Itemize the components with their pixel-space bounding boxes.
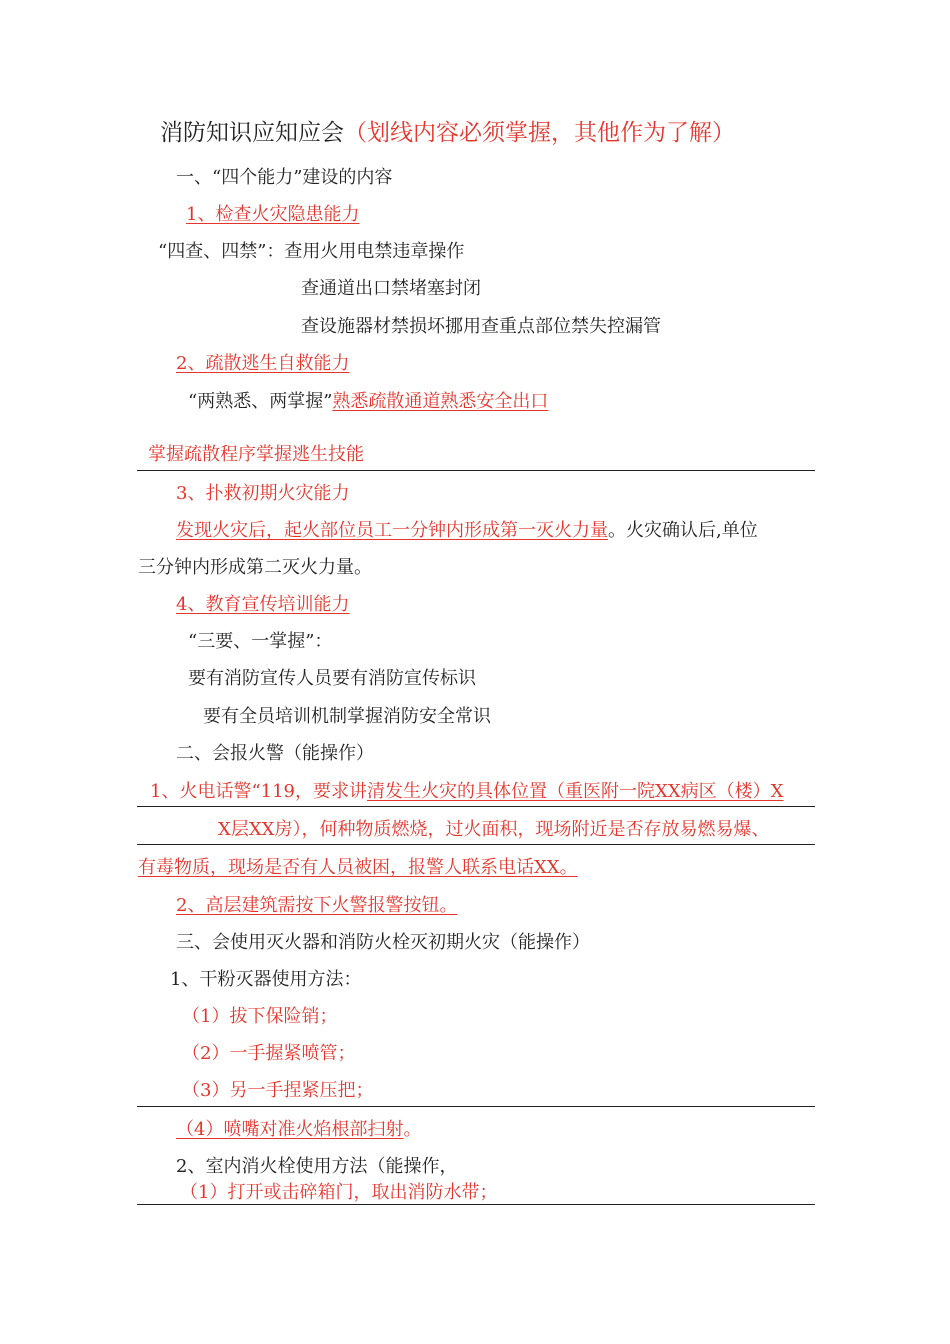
item-2-1-line-1-a: 1、火电话警“119，要求讲 — [150, 781, 368, 802]
item-1-1-lead — [158, 240, 464, 264]
item-1-2-lead-label: “两熟悉、两掌握” — [188, 391, 333, 412]
title-note: （划线内容必须掌握，其他作为了解） — [344, 120, 735, 146]
item-1-2-line-2: 掌握疏散程序掌握逃生技能 — [148, 444, 364, 465]
item-1-2-title: 2、疏散逃生自救能力 — [176, 353, 350, 374]
section-1-heading: 一、“四个能力”建设的内容 — [176, 167, 393, 188]
item-1-3-para-1-rest: 。火灾确认后,单位 — [608, 520, 758, 541]
item-3-1-step-2: （2）一手握紧喷管； — [182, 1043, 356, 1064]
item-1-3-para-2: 三分钟内形成第二灭火力量。 — [138, 557, 372, 578]
item-1-4-title: 4、教育宣传培训能力 — [176, 594, 350, 615]
item-1-4-lead: “三要、一掌握”： — [188, 631, 333, 652]
item-2-1-line-2: X层XX房），何种物质燃烧，过火面积，现场附近是否存放易燃易爆、 — [218, 819, 770, 840]
item-1-2-line-1: 熟悉疏散通道熟悉安全出口 — [332, 391, 549, 412]
item-2-2: 2、高层建筑需按下火警报警按钮。 — [176, 895, 458, 916]
item-1-3-para-1 — [176, 519, 758, 543]
item-3-1-step-3: （3）另一手捏紧压把； — [182, 1080, 374, 1101]
item-1-1-line-2: 查通道出口禁堵塞封闭 — [301, 278, 481, 299]
item-3-1-step-1: （1）拔下保险销； — [182, 1006, 338, 1027]
underline-rule — [137, 844, 815, 845]
item-3-1-title: 1、干粉灭器使用方法： — [170, 969, 362, 990]
item-1-3-para-1-red: 发现火灾后，起火部位员工一分钟内形成第一灭火力量 — [176, 520, 608, 541]
underline-rule — [137, 1106, 815, 1107]
item-1-1-line-1: 查用火用电禁违章操作 — [284, 241, 465, 262]
title-main: 消防知识应知应会 — [160, 120, 344, 146]
item-3-1-step-4-end: 。 — [403, 1119, 422, 1140]
item-3-1-step-4 — [176, 1118, 421, 1142]
item-1-1-title: 1、检查火灾隐患能力 — [186, 204, 360, 225]
item-1-4-line-2: 要有全员培训机制掌握消防安全常识 — [203, 706, 491, 727]
underline-rule — [137, 1204, 815, 1205]
page-title — [160, 118, 735, 148]
item-1-4-line-1: 要有消防宣传人员要有消防宣传标识 — [188, 668, 476, 689]
item-2-1-line-1-b: 清发生火灾的具体位置（重医附一院XX病区（楼）X — [367, 781, 784, 802]
item-1-3-title: 3、扑救初期火灾能力 — [176, 483, 350, 504]
item-2-1-line-3: 有毒物质，现场是否有人员被困，报警人联系电话XX。 — [138, 857, 578, 878]
underline-rule — [137, 470, 815, 471]
section-3-heading: 三、会使用灭火器和消防火栓灭初期火灾（能操作） — [176, 932, 590, 953]
item-1-1-lead-label: “四查、四禁”： — [158, 241, 285, 262]
section-2-heading: 二、会报火警（能操作） — [176, 743, 374, 764]
item-3-1-step-4-text: （4）喷嘴对准火焰根部扫射 — [176, 1119, 404, 1140]
underline-rule — [137, 806, 815, 807]
item-2-1-line-1 — [150, 780, 783, 804]
item-3-2-step-1: （1）打开或击碎箱门，取出消防水带； — [180, 1182, 498, 1203]
item-1-2-lead — [188, 390, 548, 414]
item-3-2-title: 2、室内消火栓使用方法（能操作， — [176, 1156, 458, 1177]
item-1-1-line-3: 查设施器材禁损坏挪用查重点部位禁失控漏管 — [301, 316, 661, 337]
